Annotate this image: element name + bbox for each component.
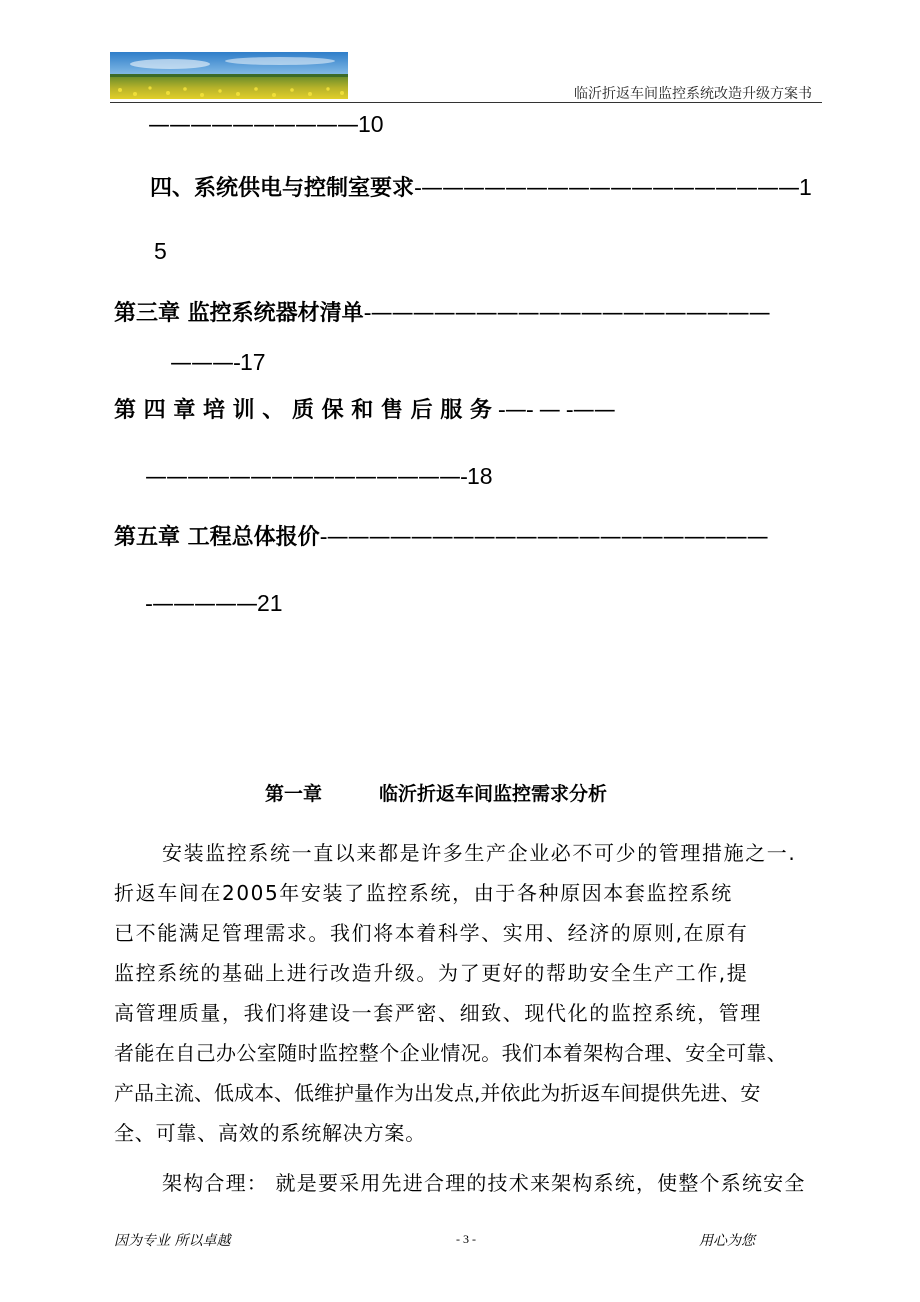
toc-page-number: 18 <box>466 463 493 489</box>
body-text-line: 已不能满足管理需求。我们将本着科学、实用、经济的原则,在原有 <box>114 921 749 945</box>
body-text-line: 全、可靠、高效的系统解决方案。 <box>114 1121 426 1145</box>
header-divider <box>110 102 822 103</box>
toc-page-number: 5 <box>154 238 167 264</box>
toc-entry-power-control-room[interactable] <box>150 173 812 203</box>
body-text-line: 折返车间在2005年安装了监控系统，由于各种原因本套监控系统 <box>114 881 733 905</box>
landscape-photo-icon <box>110 52 348 99</box>
toc-leader: -—- — -—— <box>491 398 615 423</box>
toc-entry-label: 第三章 监控系统器材清单 <box>114 301 364 326</box>
toc-leader: -——————————————————— <box>363 301 770 326</box>
toc-page-number: 1 <box>798 174 812 200</box>
header-document-title: 临沂折返车间监控系统改造升级方案书 <box>574 86 812 102</box>
header-landscape-image <box>110 52 348 99</box>
toc-page-number: 17 <box>239 349 266 375</box>
toc-line-continuation-17 <box>170 348 266 378</box>
toc-line-page-wrap <box>154 237 167 267</box>
body-text-line: 者能在自己办公室随时监控整个企业情况。我们本着架构合理、安全可靠、 <box>114 1041 788 1065</box>
footer-slogan-left: 因为专业 所以卓越 <box>114 1233 231 1249</box>
toc-line-continuation-18 <box>145 462 493 492</box>
toc-leader: ———- <box>170 351 240 376</box>
body-text-line: 高管理质量，我们将建设一套严密、细致、现代化的监控系统，管理 <box>114 1001 762 1025</box>
footer-slogan-right: 用心为您 <box>699 1233 755 1249</box>
toc-entry-label: 四、系统供电与控制室要求 <box>150 176 415 201</box>
toc-entry-chapter-5[interactable] <box>114 524 768 552</box>
toc-line-continuation-10 <box>148 110 384 140</box>
toc-leader: -————— <box>145 592 257 617</box>
toc-line-continuation-21 <box>145 589 283 619</box>
toc-leader: -—————————————————— <box>414 176 799 201</box>
toc-leader: -————————————————————— <box>319 525 768 550</box>
toc-entry-label: 第 四 章 培 训 、 质 保 和 售 后 服 务 <box>114 398 492 423</box>
footer-page-number: - 3 - <box>456 1232 476 1246</box>
toc-page-number: 21 <box>256 590 283 616</box>
toc-entry-chapter-4[interactable] <box>114 397 615 425</box>
chapter-number: 第一章 <box>265 783 323 805</box>
toc-page-number: 10 <box>358 111 384 137</box>
chapter-title: 临沂折返车间监控需求分析 <box>379 783 608 805</box>
toc-leader: —————————— <box>148 113 358 138</box>
toc-entry-chapter-3[interactable] <box>114 300 770 328</box>
body-text-line: 安装监控系统一直以来都是许多生产企业必不可少的管理措施之一. <box>162 841 797 865</box>
body-text-line: 产品主流、低成本、低维护量作为出发点,并依此为折返车间提供先进、安 <box>114 1081 761 1105</box>
toc-leader: ———————————————- <box>145 465 467 490</box>
body-text-line: 监控系统的基础上进行改造升级。为了更好的帮助安全生产工作,提 <box>114 961 749 985</box>
toc-entry-label: 第五章 工程总体报价 <box>114 525 320 550</box>
body-text-line: 架构合理： 就是要采用先进合理的技术来架构系统，使整个系统安全 <box>162 1171 806 1195</box>
